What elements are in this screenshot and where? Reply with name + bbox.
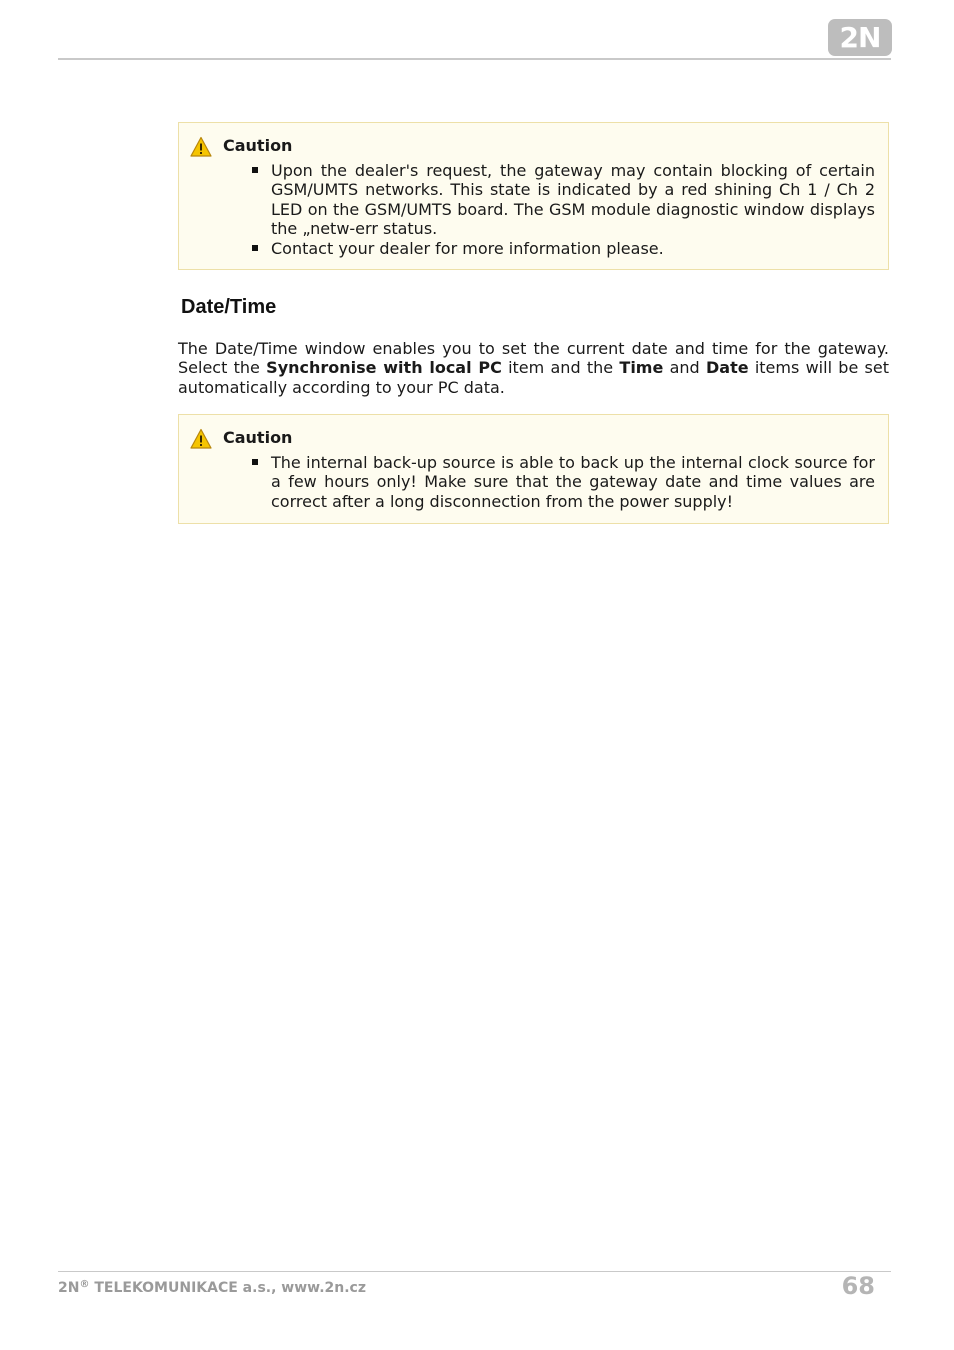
footer-company-text: TELEKOMUNIKACE a.s., www.2n.cz bbox=[89, 1280, 366, 1296]
page-number: 68 bbox=[841, 1272, 875, 1300]
caution-box-networks bbox=[178, 122, 889, 270]
para-text: item and the bbox=[501, 358, 620, 378]
header-rule bbox=[58, 58, 891, 60]
para-text: The Date/Time window enables you to set the current date and time for the gateway. Select the bbox=[178, 339, 889, 378]
logo-text: 2N bbox=[839, 20, 881, 54]
warning-triangle-icon bbox=[190, 428, 212, 450]
date-term: Date bbox=[705, 358, 749, 378]
footer-company bbox=[58, 1278, 366, 1298]
caution-title: Caution bbox=[223, 136, 293, 155]
caution-box-clock bbox=[178, 414, 889, 524]
caution-item: Upon the dealer's request, the gateway may contain blocking of certain GSM/UMTS networks. This state is indicated by a red shining Ch 1 / Ch 2 LED on the GSM/UMTS board. The GSM module diagnostic window displays the „netw-err status. bbox=[271, 161, 875, 239]
warning-triangle-icon bbox=[190, 136, 212, 158]
company-logo bbox=[828, 19, 892, 56]
para-text: and bbox=[663, 358, 706, 378]
footer-brand: 2N bbox=[58, 1280, 80, 1296]
footer-rule bbox=[58, 1271, 891, 1272]
caution-title: Caution bbox=[223, 428, 293, 447]
para-text: items will be set automatically according to your PC data. bbox=[178, 358, 890, 397]
registered-mark: ® bbox=[79, 1279, 90, 1290]
caution-item: The internal back-up source is able to back up the internal clock source for a few hours only! Make sure that the gateway date and time values are correct after a long disconnection from the power supply! bbox=[271, 453, 875, 511]
section-heading: Date/Time bbox=[181, 296, 277, 318]
date-time-paragraph bbox=[178, 339, 889, 397]
synchronise-term: Synchronise with local PC bbox=[266, 358, 502, 378]
caution-list bbox=[271, 161, 875, 258]
time-term: Time bbox=[619, 358, 664, 378]
caution-item: Contact your dealer for more information please. bbox=[271, 239, 875, 258]
caution-list bbox=[271, 453, 875, 511]
